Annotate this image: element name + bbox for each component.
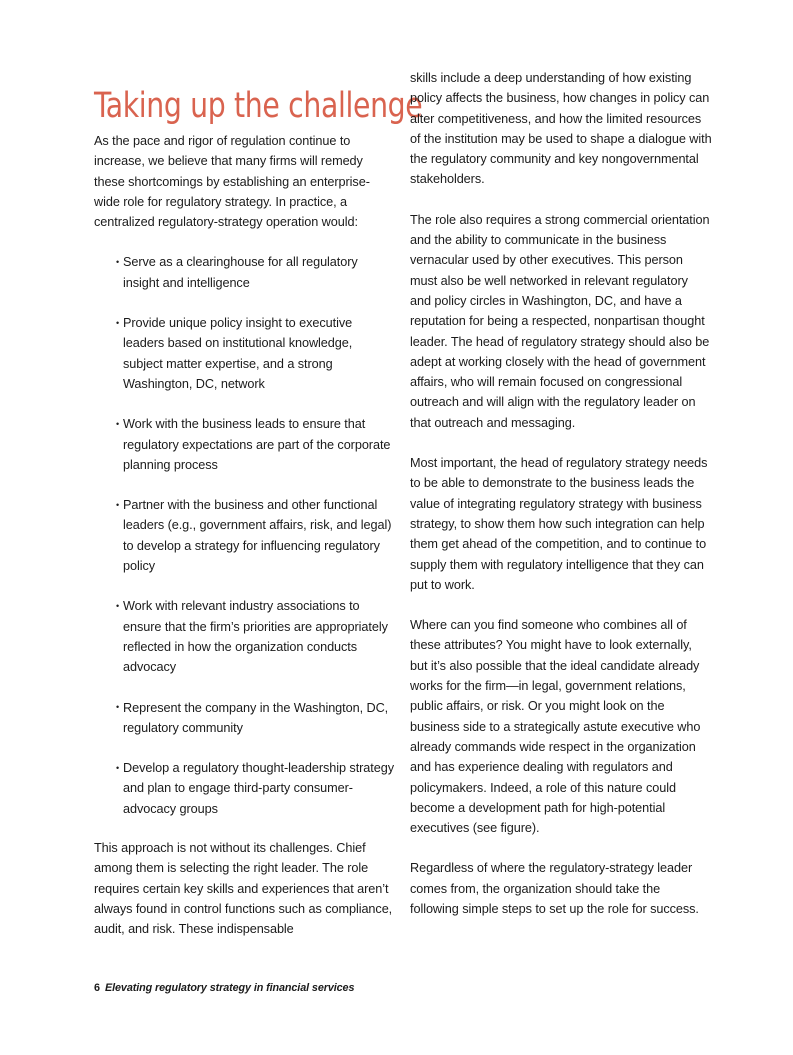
page-number: 6 — [94, 982, 101, 994]
page-title: Taking up the challenge — [94, 86, 423, 127]
body-paragraph: skills include a deep understanding of how existing policy affects the business, how changes in policy can alter competitiveness, and how the limited resources of the institution may be used to shape a dialogue with the regulatory community and key nongovernmental stakeholders. — [410, 71, 712, 187]
body-paragraph: The role also requires a strong commercial orientation and the ability to communicate in the business vernacular used by other executives. This person must also be well networked in relevant regulatory and policy circles in Washington, DC, and have a reputation for being a respected, nonpartisan thought leader. The head of regulatory strategy should also be adept at working closely with the head of government affairs, who will remain focused on congressional outreach and will align with the regulatory leader on that outreach and messaging. — [410, 212, 710, 430]
page-footer — [94, 981, 354, 995]
list-item: • Develop a regulatory thought-leadership strategy and plan to engage third-party consumer-advocacy groups — [117, 758, 394, 819]
capability-bullet-list — [94, 252, 394, 819]
list-item: • Serve as a clearinghouse for all regulatory insight and intelligence — [117, 252, 394, 293]
body-paragraph: Most important, the head of regulatory strategy needs to be able to demonstrate to the business leads the value of integrating regulatory strategy with business strategy, to show them how such integration can help them get ahead of the competition, and to continue to supply them with regulatory intelligence that they can put to work. — [410, 456, 708, 592]
list-item: • Partner with the business and other functional leaders (e.g., government affairs, risk, and legal) to develop a strategy for influencing regulatory policy — [117, 495, 394, 576]
list-item: • Provide unique policy insight to executive leaders based on institutional knowledge, subject matter expertise, and a strong Washington, DC, network — [117, 313, 394, 394]
closing-paragraph: This approach is not without its challenges. Chief among them is selecting the right leader. The role requires certain key skills and experiences that aren’t always found in control functions such as compliance, audit, and risk. These indispensable — [94, 841, 393, 937]
body-paragraph: Regardless of where the regulatory-strategy leader comes from, the organization should take the following simple steps to set up the role for success. — [410, 861, 699, 916]
right-column — [410, 68, 712, 919]
list-item: • Represent the company in the Washington, DC, regulatory community — [117, 698, 394, 739]
publication-title: Elevating regulatory strategy in financial services — [105, 982, 355, 994]
intro-paragraph: As the pace and rigor of regulation continue to increase, we believe that many firms will remedy these shortcomings by establishing an enterprise-wide role for regulatory strategy. In practice, a centralized regulatory-strategy operation would: — [94, 134, 370, 230]
body-paragraph: Where can you find someone who combines all of these attributes? You might have to look externally, but it’s also possible that the ideal candidate already works for the firm—in legal, government relations, public affairs, or risk. Or you might look on the business side to a strategically astute executive who already commands wide respect in the organization and has experience dealing with regulators and policymakers. Indeed, a role of this nature could become a development path for high-potential executives (see figure). — [410, 618, 701, 836]
list-item: • Work with relevant industry associations to ensure that the firm’s priorities are appropriately reflected in how the organization conducts advocacy — [117, 596, 394, 677]
list-item: • Work with the business leads to ensure that regulatory expectations are part of the corporate planning process — [117, 414, 394, 475]
left-column — [94, 131, 394, 940]
